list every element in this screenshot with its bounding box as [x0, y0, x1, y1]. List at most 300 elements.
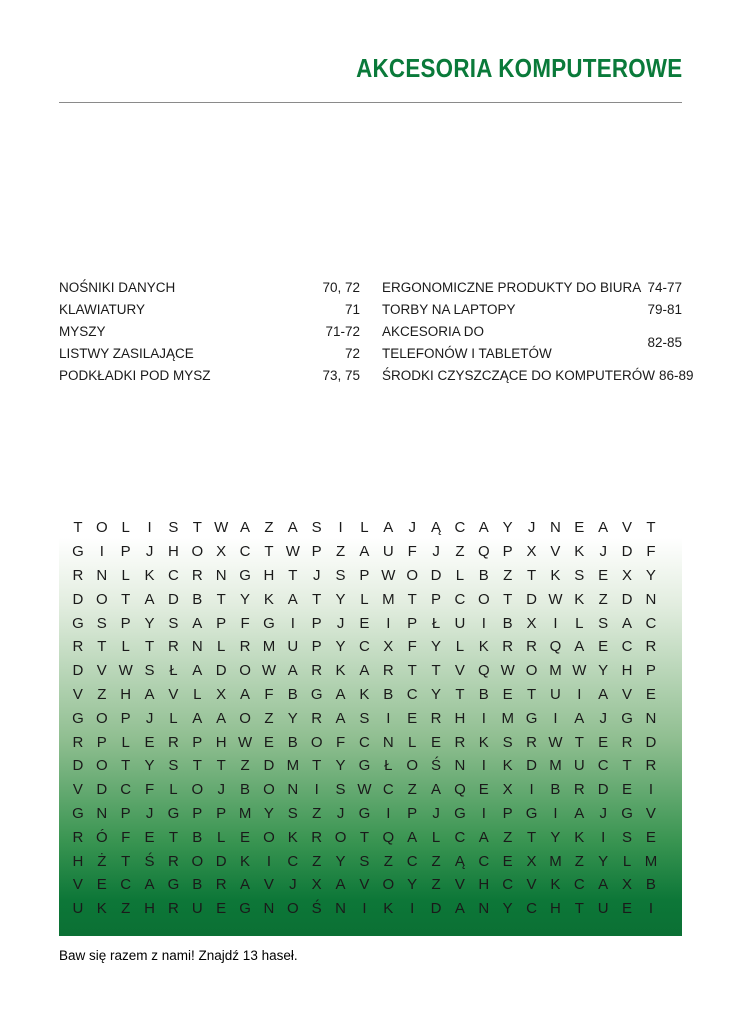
grid-letter[interactable]: C [120, 876, 132, 894]
grid-letter[interactable]: K [478, 638, 489, 656]
grid-letter[interactable]: J [599, 804, 607, 822]
grid-letter[interactable]: R [72, 566, 84, 584]
grid-letter[interactable]: N [645, 709, 657, 727]
grid-letter[interactable]: N [550, 519, 561, 537]
grid-letter[interactable]: O [191, 781, 204, 799]
grid-letter[interactable]: T [574, 900, 584, 918]
grid-letter[interactable]: O [263, 828, 275, 846]
grid-letter[interactable]: X [526, 852, 537, 870]
grid-letter[interactable]: S [359, 709, 370, 727]
grid-letter[interactable]: Y [431, 638, 442, 656]
grid-letter[interactable]: W [357, 781, 372, 799]
grid-letter[interactable]: O [334, 828, 347, 846]
grid-letter[interactable]: L [455, 566, 465, 584]
grid-letter[interactable]: K [574, 828, 585, 846]
grid-letter[interactable]: Y [645, 566, 656, 584]
grid-letter[interactable]: P [216, 614, 227, 632]
grid-letter[interactable]: R [191, 566, 203, 584]
grid-letter[interactable]: J [432, 543, 440, 561]
grid-letter[interactable]: G [72, 614, 84, 632]
grid-letter[interactable]: E [431, 733, 442, 751]
grid-letter[interactable]: V [622, 685, 633, 703]
grid-letter[interactable]: B [383, 685, 394, 703]
grid-letter[interactable]: K [359, 685, 370, 703]
grid-letter[interactable]: P [431, 590, 442, 608]
grid-letter[interactable]: J [145, 709, 154, 727]
grid-letter[interactable]: H [72, 852, 84, 870]
grid-letter[interactable]: I [362, 900, 367, 918]
grid-letter[interactable]: Y [502, 900, 513, 918]
grid-letter[interactable]: E [645, 828, 656, 846]
grid-letter[interactable]: J [145, 804, 154, 822]
grid-letter[interactable]: D [72, 590, 84, 608]
grid-letter[interactable]: M [286, 757, 300, 775]
grid-letter[interactable]: T [503, 590, 513, 608]
grid-letter[interactable]: C [120, 781, 132, 799]
grid-letter[interactable]: U [550, 685, 561, 703]
grid-letter[interactable]: A [335, 709, 346, 727]
grid-letter[interactable]: A [144, 590, 155, 608]
grid-letter[interactable]: Y [335, 590, 346, 608]
grid-letter[interactable]: N [645, 590, 657, 608]
grid-letter[interactable]: X [502, 781, 513, 799]
grid-letter[interactable]: V [622, 519, 633, 537]
grid-letter[interactable]: P [359, 566, 370, 584]
grid-letter[interactable]: O [239, 709, 251, 727]
grid-letter[interactable]: I [648, 781, 654, 799]
grid-letter[interactable]: T [431, 662, 441, 680]
grid-letter[interactable]: K [240, 852, 251, 870]
grid-letter[interactable]: T [192, 519, 202, 537]
grid-letter[interactable]: B [502, 614, 513, 632]
grid-letter[interactable]: R [168, 852, 179, 870]
grid-letter[interactable]: C [645, 614, 657, 632]
grid-letter[interactable]: Q [549, 638, 562, 656]
grid-letter[interactable]: Z [240, 757, 250, 775]
grid-letter[interactable]: J [432, 804, 440, 822]
grid-letter[interactable]: C [359, 733, 370, 751]
grid-letter[interactable]: A [144, 876, 155, 894]
grid-letter[interactable]: I [266, 852, 272, 870]
grid-letter[interactable]: C [359, 638, 370, 656]
grid-letter[interactable]: D [430, 900, 442, 918]
grid-letter[interactable]: F [264, 685, 274, 703]
grid-letter[interactable]: W [237, 733, 253, 751]
grid-letter[interactable]: Ś [311, 900, 322, 918]
grid-letter[interactable]: T [73, 519, 83, 537]
grid-letter[interactable]: O [95, 519, 108, 537]
grid-letter[interactable]: A [335, 685, 346, 703]
grid-letter[interactable]: Z [264, 709, 274, 727]
grid-letter[interactable]: X [311, 876, 322, 894]
grid-letter[interactable]: L [360, 590, 369, 608]
grid-letter[interactable]: I [481, 757, 486, 775]
grid-letter[interactable]: T [455, 685, 465, 703]
grid-letter[interactable]: E [598, 733, 609, 751]
grid-letter[interactable]: Y [240, 590, 251, 608]
grid-letter[interactable]: O [191, 543, 204, 561]
grid-letter[interactable]: T [407, 662, 417, 680]
grid-letter[interactable]: E [478, 781, 489, 799]
grid-letter[interactable]: Y [431, 685, 442, 703]
grid-letter[interactable]: O [286, 900, 299, 918]
grid-letter[interactable]: Ł [431, 614, 441, 632]
grid-letter[interactable]: N [335, 900, 346, 918]
toc-entry[interactable] [382, 277, 682, 299]
grid-letter[interactable]: L [121, 566, 130, 584]
grid-letter[interactable]: G [310, 685, 323, 703]
grid-letter[interactable]: C [382, 781, 394, 799]
grid-letter[interactable]: E [96, 876, 107, 894]
grid-letter[interactable]: T [359, 828, 370, 846]
grid-letter[interactable]: M [549, 757, 562, 775]
grid-letter[interactable]: Z [503, 566, 513, 584]
grid-letter[interactable]: V [168, 685, 179, 703]
toc-entry[interactable] [382, 299, 682, 321]
grid-letter[interactable]: G [239, 566, 251, 584]
grid-letter[interactable]: F [646, 543, 656, 561]
grid-letter[interactable]: R [382, 662, 394, 680]
grid-letter[interactable]: R [168, 638, 179, 656]
grid-letter[interactable]: K [550, 876, 561, 894]
grid-letter[interactable]: P [120, 614, 131, 632]
grid-letter[interactable]: C [526, 900, 537, 918]
grid-letter[interactable]: Z [407, 781, 417, 799]
grid-letter[interactable]: I [529, 781, 534, 799]
grid-letter[interactable]: L [408, 733, 417, 751]
grid-letter[interactable]: G [72, 709, 84, 727]
grid-letter[interactable]: I [386, 614, 391, 632]
grid-letter[interactable]: Q [477, 662, 490, 680]
grid-letter[interactable]: K [574, 543, 585, 561]
grid-letter[interactable]: P [96, 733, 107, 751]
grid-letter[interactable]: L [431, 828, 441, 846]
grid-letter[interactable]: C [621, 638, 633, 656]
grid-letter[interactable]: X [622, 876, 633, 894]
grid-letter[interactable]: E [598, 566, 609, 584]
grid-letter[interactable]: K [478, 733, 489, 751]
grid-letter[interactable]: F [335, 733, 346, 751]
grid-letter[interactable]: A [598, 685, 609, 703]
grid-letter[interactable]: D [621, 543, 633, 561]
grid-letter[interactable]: C [406, 852, 418, 870]
grid-letter[interactable]: U [287, 638, 299, 656]
grid-letter[interactable]: N [96, 566, 108, 584]
grid-letter[interactable]: D [645, 733, 657, 751]
grid-letter[interactable]: J [217, 781, 225, 799]
grid-letter[interactable]: V [454, 876, 465, 894]
grid-letter[interactable]: Y [335, 638, 346, 656]
grid-letter[interactable]: A [192, 709, 203, 727]
grid-letter[interactable]: G [263, 614, 275, 632]
grid-letter[interactable]: V [72, 876, 83, 894]
grid-letter[interactable]: S [311, 519, 322, 537]
grid-letter[interactable]: M [549, 662, 562, 680]
grid-letter[interactable]: D [597, 781, 609, 799]
grid-letter[interactable]: B [240, 781, 251, 799]
grid-letter[interactable]: J [289, 876, 297, 894]
grid-letter[interactable]: E [622, 781, 633, 799]
grid-letter[interactable]: A [192, 662, 203, 680]
grid-letter[interactable]: A [359, 662, 370, 680]
grid-letter[interactable]: E [622, 900, 633, 918]
grid-letter[interactable]: R [168, 900, 179, 918]
grid-letter[interactable]: T [288, 566, 298, 584]
grid-letter[interactable]: E [502, 852, 513, 870]
grid-letter[interactable]: P [645, 662, 656, 680]
grid-letter[interactable]: G [167, 876, 180, 894]
grid-letter[interactable]: R [621, 733, 633, 751]
grid-letter[interactable]: A [478, 828, 489, 846]
grid-letter[interactable]: C [454, 590, 466, 608]
grid-letter[interactable]: Y [263, 804, 274, 822]
grid-letter[interactable]: Ą [431, 519, 442, 537]
grid-letter[interactable]: P [311, 638, 322, 656]
grid-letter[interactable]: W [214, 519, 229, 537]
grid-letter[interactable]: L [360, 519, 369, 537]
grid-letter[interactable]: O [263, 781, 275, 799]
grid-letter[interactable]: F [121, 828, 131, 846]
grid-letter[interactable]: S [96, 614, 107, 632]
grid-letter[interactable]: T [526, 566, 537, 584]
grid-letter[interactable]: R [72, 638, 84, 656]
grid-letter[interactable]: S [168, 519, 179, 537]
grid-letter[interactable]: O [239, 662, 251, 680]
grid-letter[interactable]: Z [121, 900, 131, 918]
grid-letter[interactable]: L [622, 852, 632, 870]
grid-letter[interactable]: E [645, 685, 656, 703]
grid-letter[interactable]: K [550, 566, 561, 584]
grid-letter[interactable]: P [311, 543, 322, 561]
grid-letter[interactable]: B [287, 685, 298, 703]
grid-letter[interactable]: Y [550, 828, 561, 846]
grid-letter[interactable]: G [239, 900, 251, 918]
grid-letter[interactable]: U [72, 900, 84, 918]
grid-letter[interactable]: T [216, 757, 226, 775]
grid-letter[interactable]: E [263, 733, 274, 751]
grid-letter[interactable]: U [191, 900, 203, 918]
grid-letter[interactable]: A [383, 519, 394, 537]
grid-letter[interactable]: H [478, 876, 490, 894]
grid-letter[interactable]: G [167, 804, 180, 822]
grid-letter[interactable]: Z [598, 590, 608, 608]
grid-letter[interactable]: I [147, 519, 152, 537]
grid-letter[interactable]: X [622, 566, 633, 584]
grid-letter[interactable]: S [168, 757, 179, 775]
grid-letter[interactable]: J [312, 566, 321, 584]
grid-letter[interactable]: A [287, 519, 298, 537]
grid-letter[interactable]: O [406, 566, 419, 584]
grid-letter[interactable]: W [381, 566, 396, 584]
grid-letter[interactable]: W [548, 733, 563, 751]
grid-letter[interactable]: O [477, 590, 490, 608]
grid-letter[interactable]: G [72, 804, 84, 822]
toc-entry[interactable] [59, 343, 360, 365]
grid-letter[interactable]: A [359, 543, 370, 561]
grid-letter[interactable]: N [478, 900, 490, 918]
grid-letter[interactable]: T [97, 638, 107, 656]
grid-letter[interactable]: V [645, 804, 656, 822]
grid-letter[interactable]: T [407, 590, 417, 608]
grid-letter[interactable]: X [216, 543, 227, 561]
grid-letter[interactable]: X [526, 614, 537, 632]
grid-letter[interactable]: V [550, 543, 561, 561]
grid-letter[interactable]: E [359, 614, 370, 632]
grid-letter[interactable]: Y [335, 852, 346, 870]
grid-letter[interactable]: A [574, 709, 585, 727]
grid-letter[interactable]: Ą [454, 852, 465, 870]
grid-letter[interactable]: M [644, 852, 658, 870]
grid-letter[interactable]: B [192, 876, 203, 894]
grid-letter[interactable]: Y [598, 662, 609, 680]
grid-letter[interactable]: I [386, 709, 391, 727]
grid-letter[interactable]: W [572, 662, 587, 680]
grid-letter[interactable]: S [359, 852, 370, 870]
grid-letter[interactable]: Y [598, 852, 609, 870]
grid-letter[interactable]: M [262, 638, 276, 656]
grid-letter[interactable]: G [525, 804, 538, 822]
grid-letter[interactable]: D [430, 566, 442, 584]
grid-letter[interactable]: P [120, 543, 131, 561]
grid-letter[interactable]: A [240, 519, 251, 537]
grid-letter[interactable]: H [168, 543, 179, 561]
grid-letter[interactable]: U [454, 614, 466, 632]
grid-letter[interactable]: L [193, 685, 202, 703]
grid-letter[interactable]: R [645, 757, 657, 775]
grid-letter[interactable]: H [144, 900, 155, 918]
grid-letter[interactable]: X [526, 543, 537, 561]
grid-letter[interactable]: C [597, 757, 609, 775]
grid-letter[interactable]: W [548, 590, 563, 608]
toc-entry[interactable] [59, 365, 360, 387]
grid-letter[interactable]: X [383, 638, 394, 656]
grid-letter[interactable]: Ł [169, 662, 178, 680]
grid-letter[interactable]: H [215, 733, 227, 751]
grid-letter[interactable]: V [359, 876, 370, 894]
grid-letter[interactable]: C [239, 543, 251, 561]
grid-letter[interactable]: C [168, 566, 179, 584]
grid-letter[interactable]: I [314, 781, 319, 799]
grid-letter[interactable]: P [502, 804, 513, 822]
grid-letter[interactable]: S [598, 614, 609, 632]
grid-letter[interactable]: Y [144, 757, 155, 775]
grid-letter[interactable]: A [622, 614, 633, 632]
grid-letter[interactable]: G [525, 709, 538, 727]
grid-letter[interactable]: J [145, 543, 154, 561]
grid-letter[interactable]: U [382, 543, 394, 561]
grid-letter[interactable]: I [481, 804, 486, 822]
grid-letter[interactable]: R [215, 876, 227, 894]
grid-letter[interactable]: E [574, 519, 585, 537]
grid-letter[interactable]: T [168, 828, 179, 846]
grid-letter[interactable]: R [454, 733, 466, 751]
grid-letter[interactable]: L [169, 709, 178, 727]
grid-letter[interactable]: W [285, 543, 300, 561]
grid-letter[interactable]: N [287, 781, 299, 799]
grid-letter[interactable]: C [406, 685, 418, 703]
grid-letter[interactable]: Z [312, 852, 322, 870]
grid-letter[interactable]: T [121, 852, 131, 870]
grid-letter[interactable]: G [358, 804, 371, 822]
grid-letter[interactable]: B [645, 876, 656, 894]
grid-letter[interactable]: D [215, 852, 227, 870]
grid-letter[interactable]: N [191, 638, 203, 656]
grid-letter[interactable]: Q [382, 828, 395, 846]
grid-letter[interactable]: L [121, 638, 130, 656]
grid-letter[interactable]: D [96, 781, 108, 799]
grid-letter[interactable]: T [646, 519, 656, 537]
grid-letter[interactable]: J [599, 543, 607, 561]
grid-letter[interactable]: S [335, 781, 346, 799]
grid-letter[interactable]: T [192, 757, 202, 775]
grid-letter[interactable]: R [526, 638, 537, 656]
grid-letter[interactable]: K [287, 828, 298, 846]
grid-letter[interactable]: H [120, 685, 132, 703]
grid-letter[interactable]: O [191, 852, 204, 870]
grid-letter[interactable]: T [264, 543, 274, 561]
grid-letter[interactable]: C [454, 828, 466, 846]
grid-letter[interactable]: B [550, 781, 561, 799]
grid-letter[interactable]: Y [144, 614, 155, 632]
grid-letter[interactable]: Ś [431, 757, 442, 775]
grid-letter[interactable]: Y [287, 709, 298, 727]
grid-letter[interactable]: Q [477, 543, 490, 561]
grid-letter[interactable]: R [502, 638, 514, 656]
grid-letter[interactable]: P [120, 804, 131, 822]
grid-letter[interactable]: O [95, 709, 108, 727]
grid-letter[interactable]: B [478, 685, 489, 703]
grid-letter[interactable]: T [526, 685, 537, 703]
grid-letter[interactable]: V [72, 781, 83, 799]
grid-letter[interactable]: I [481, 614, 486, 632]
grid-letter[interactable]: Ś [144, 852, 155, 870]
grid-letter[interactable]: A [335, 876, 346, 894]
grid-letter[interactable]: W [261, 662, 277, 680]
grid-letter[interactable]: T [121, 757, 131, 775]
grid-letter[interactable]: S [287, 804, 298, 822]
grid-letter[interactable]: A [144, 685, 155, 703]
grid-letter[interactable]: O [406, 757, 419, 775]
grid-letter[interactable]: L [121, 733, 130, 751]
grid-letter[interactable]: E [216, 900, 227, 918]
grid-letter[interactable]: R [430, 709, 442, 727]
grid-letter[interactable]: Z [503, 828, 513, 846]
grid-letter[interactable]: K [263, 590, 274, 608]
grid-letter[interactable]: G [358, 757, 371, 775]
grid-letter[interactable]: H [454, 709, 466, 727]
grid-letter[interactable]: J [336, 614, 345, 632]
grid-letter[interactable]: W [118, 662, 133, 680]
grid-letter[interactable]: R [311, 709, 323, 727]
grid-letter[interactable]: O [310, 733, 323, 751]
grid-letter[interactable]: N [263, 900, 275, 918]
grid-letter[interactable]: Z [455, 543, 465, 561]
grid-letter[interactable]: A [216, 709, 227, 727]
grid-letter[interactable]: F [407, 543, 417, 561]
grid-letter[interactable]: E [407, 709, 418, 727]
grid-letter[interactable]: O [382, 876, 395, 894]
grid-letter[interactable]: P [407, 804, 418, 822]
grid-letter[interactable]: R [168, 733, 179, 751]
grid-letter[interactable]: M [501, 709, 514, 727]
grid-letter[interactable]: Q [454, 781, 466, 799]
grid-letter[interactable]: L [169, 781, 178, 799]
grid-letter[interactable]: G [72, 543, 84, 561]
grid-letter[interactable]: Y [502, 519, 513, 537]
grid-letter[interactable]: D [621, 590, 633, 608]
grid-letter[interactable]: L [217, 638, 226, 656]
grid-letter[interactable]: N [454, 757, 466, 775]
